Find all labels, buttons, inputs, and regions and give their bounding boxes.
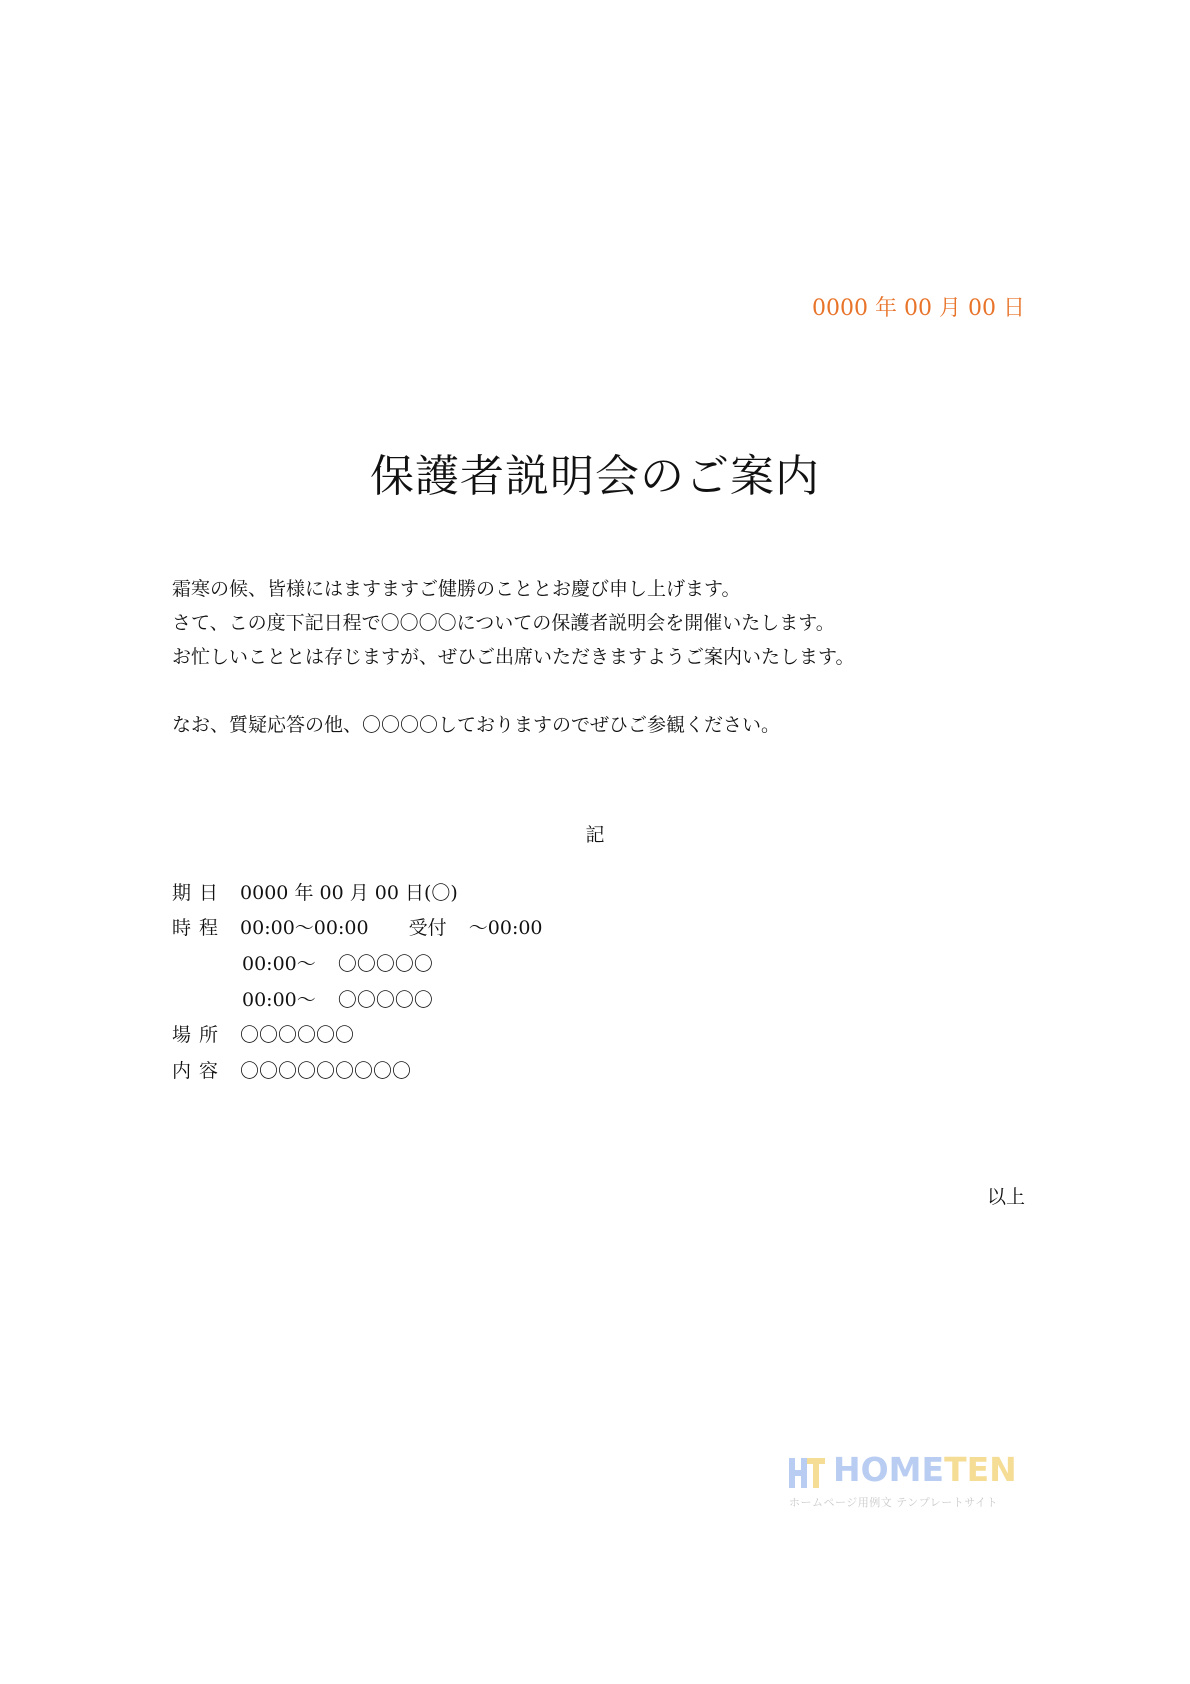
detail-date-value: 0000 年 00 月 00 日(〇) (240, 882, 458, 904)
body-line-4: なお、質疑応答の他、〇〇〇〇しておりますのでぜひご参観ください。 (172, 714, 781, 736)
body-line-1: 霜寒の候、皆様にはますますご健勝のこととお慶び申し上げます。 (172, 578, 741, 600)
document-date: 0000 年 00 月 00 日 (812, 296, 1025, 321)
schedule-item-time: 00:00〜 (242, 953, 316, 975)
hometen-logo-wordmark (833, 1450, 1017, 1489)
detail-content-row (172, 1056, 411, 1083)
detail-reception-value: 〜00:00 (468, 917, 543, 939)
schedule-item-1 (242, 949, 433, 976)
body-line-3: お忙しいこととは存じますが、ぜひご出席いただきますようご案内いたします。 (172, 646, 855, 668)
schedule-item-text: 〇〇〇〇〇 (337, 989, 433, 1011)
document-title: 保護者説明会のご案内 (370, 451, 820, 502)
detail-content-label: 内容 (172, 1060, 227, 1082)
detail-date-label: 期日 (172, 882, 227, 904)
detail-place-row (172, 1020, 354, 1047)
body-line-2: さて、この度下記日程で〇〇〇〇についての保護者説明会を開催いたします。 (172, 612, 835, 634)
schedule-item-2 (242, 985, 433, 1012)
detail-place-value: 〇〇〇〇〇〇 (240, 1024, 355, 1046)
closing-text: 以上 (986, 1186, 1025, 1208)
hometen-logo-icon (787, 1454, 827, 1490)
detail-content-value: 〇〇〇〇〇〇〇〇〇 (240, 1060, 412, 1082)
logo-ten-text: TEN (944, 1450, 1017, 1489)
detail-date-row (172, 878, 458, 905)
logo-subtitle: ホームページ用例文 テンプレートサイト (789, 1496, 999, 1509)
schedule-item-time: 00:00〜 (242, 989, 316, 1011)
detail-reception-label: 受付 (408, 917, 447, 939)
detail-place-label: 場所 (172, 1024, 227, 1046)
detail-schedule-label: 時程 (172, 917, 227, 939)
hometen-logo (787, 1450, 1017, 1512)
ki-heading: 記 (585, 824, 605, 846)
schedule-item-text: 〇〇〇〇〇 (337, 953, 433, 975)
detail-schedule-value: 00:00〜00:00 (240, 917, 369, 939)
logo-home-text: HOME (833, 1450, 945, 1489)
detail-schedule-row (172, 913, 543, 940)
